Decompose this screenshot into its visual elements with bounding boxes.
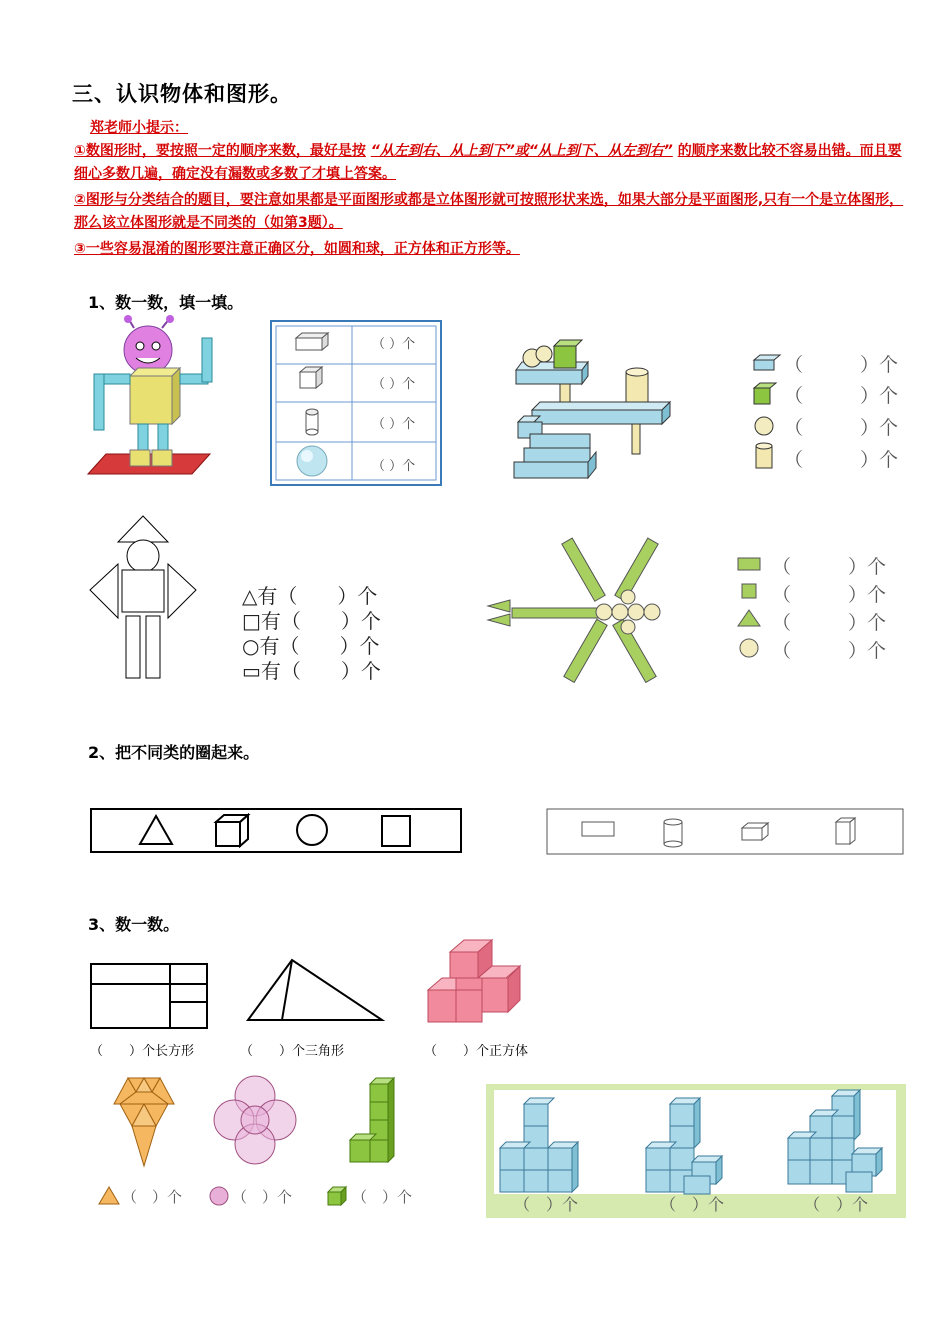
cylinder-icon [306, 409, 318, 435]
blocks-legend-icons [752, 350, 782, 476]
tip-3 [74, 238, 914, 261]
panel-count-1: （ ）个 [514, 1195, 579, 1214]
shape-count-circle: ○有（ ）个 [242, 634, 380, 658]
triangle-legend-icon [98, 1186, 120, 1206]
tip-1 [74, 140, 914, 186]
question-2-heading: 2、把不同类的圈起来。 [88, 743, 260, 762]
circle-legend-icon [208, 1186, 230, 1206]
rocket-count-3: （ ）个 [772, 612, 887, 634]
odd-one-out-row-2 [546, 808, 904, 856]
pink-cubes-figure [426, 938, 526, 1024]
tips-label: 郑老师小提示： [90, 120, 188, 136]
shape-count-rectangle: ▭有（ ）个 [242, 659, 381, 683]
rocket-count-2: （ ）个 [772, 584, 887, 606]
tip-2 [74, 189, 914, 235]
blocks-count-4: （ ）个 [784, 449, 899, 471]
table-row-2: （ ）个 [372, 377, 416, 392]
question-3-heading: 3、数一数。 [88, 915, 180, 934]
tip-3-text: ③一些容易混淆的图形要注意正确区分，如圆和球，正方体和正方形等。 [74, 241, 520, 257]
circles-count: （ ）个 [232, 1188, 293, 1206]
count-label-cubes: （ ）个正方体 [424, 1044, 529, 1059]
robot-figure [84, 316, 214, 484]
green-cubes-figure [346, 1076, 398, 1166]
tip-2-text: ②图形与分类结合的题目，要注意如果都是平面图形或都是立体图形就可按照形状来选，如果大部分是平面图形,只有一个是立体图形，那么该立体图形就是不同类的（如第3题）。 [74, 192, 904, 231]
count-table [270, 320, 442, 486]
rocket-figure [486, 534, 676, 690]
shape-count-triangle: △有（ ）个 [242, 584, 378, 608]
cube-icon [300, 367, 322, 388]
tip-1-b: “从左到右、从上到下”或“从上到下、从左到右” [370, 143, 673, 159]
cuboid-icon [296, 333, 328, 350]
tip-1-a: ①数图形时，要按照一定的顺序来数，最好是按 [74, 143, 366, 159]
blocks-count-1: （ ）个 [784, 354, 899, 376]
question-1-heading: 1、数一数，填一填。 [88, 293, 244, 312]
blocks-count-2: （ ）个 [784, 385, 899, 407]
tip-1-c: 的顺序来数比较不容易出错。而且要细心多数几遍，确定没有漏数或多数了才填上答案。 [74, 143, 902, 182]
triangles-figure [246, 958, 384, 1022]
rocket-legend-icons [736, 552, 766, 664]
cube-legend-icon [326, 1186, 348, 1206]
table-row-3: （ ）个 [372, 417, 416, 432]
blocks-structure [510, 340, 672, 486]
rocket-count-1: （ ）个 [772, 556, 887, 578]
table-row-4: （ ）个 [372, 459, 416, 474]
panel-count-3: （ ）个 [804, 1195, 869, 1214]
page-title: 三、认识物体和图形。 [72, 82, 292, 106]
odd-one-out-row-1 [90, 808, 462, 854]
rectangles-figure [90, 962, 210, 1030]
kite-count: （ ）个 [122, 1188, 183, 1206]
table-row-1: （ ）个 [372, 337, 416, 352]
rocket-count-4: （ ）个 [772, 640, 887, 662]
shape-count-square: □有（ ）个 [242, 609, 381, 633]
shape-figure [88, 514, 198, 680]
panel-count-2: （ ）个 [660, 1195, 725, 1214]
count-label-triangles: （ ）个三角形 [240, 1044, 345, 1059]
sphere-icon [297, 446, 327, 476]
green-cubes-count: （ ）个 [352, 1188, 413, 1206]
count-label-rectangles: （ ）个长方形 [90, 1044, 195, 1059]
pink-circles-figure [212, 1074, 298, 1166]
kite-figure [112, 1074, 176, 1168]
blocks-count-3: （ ）个 [784, 417, 899, 439]
